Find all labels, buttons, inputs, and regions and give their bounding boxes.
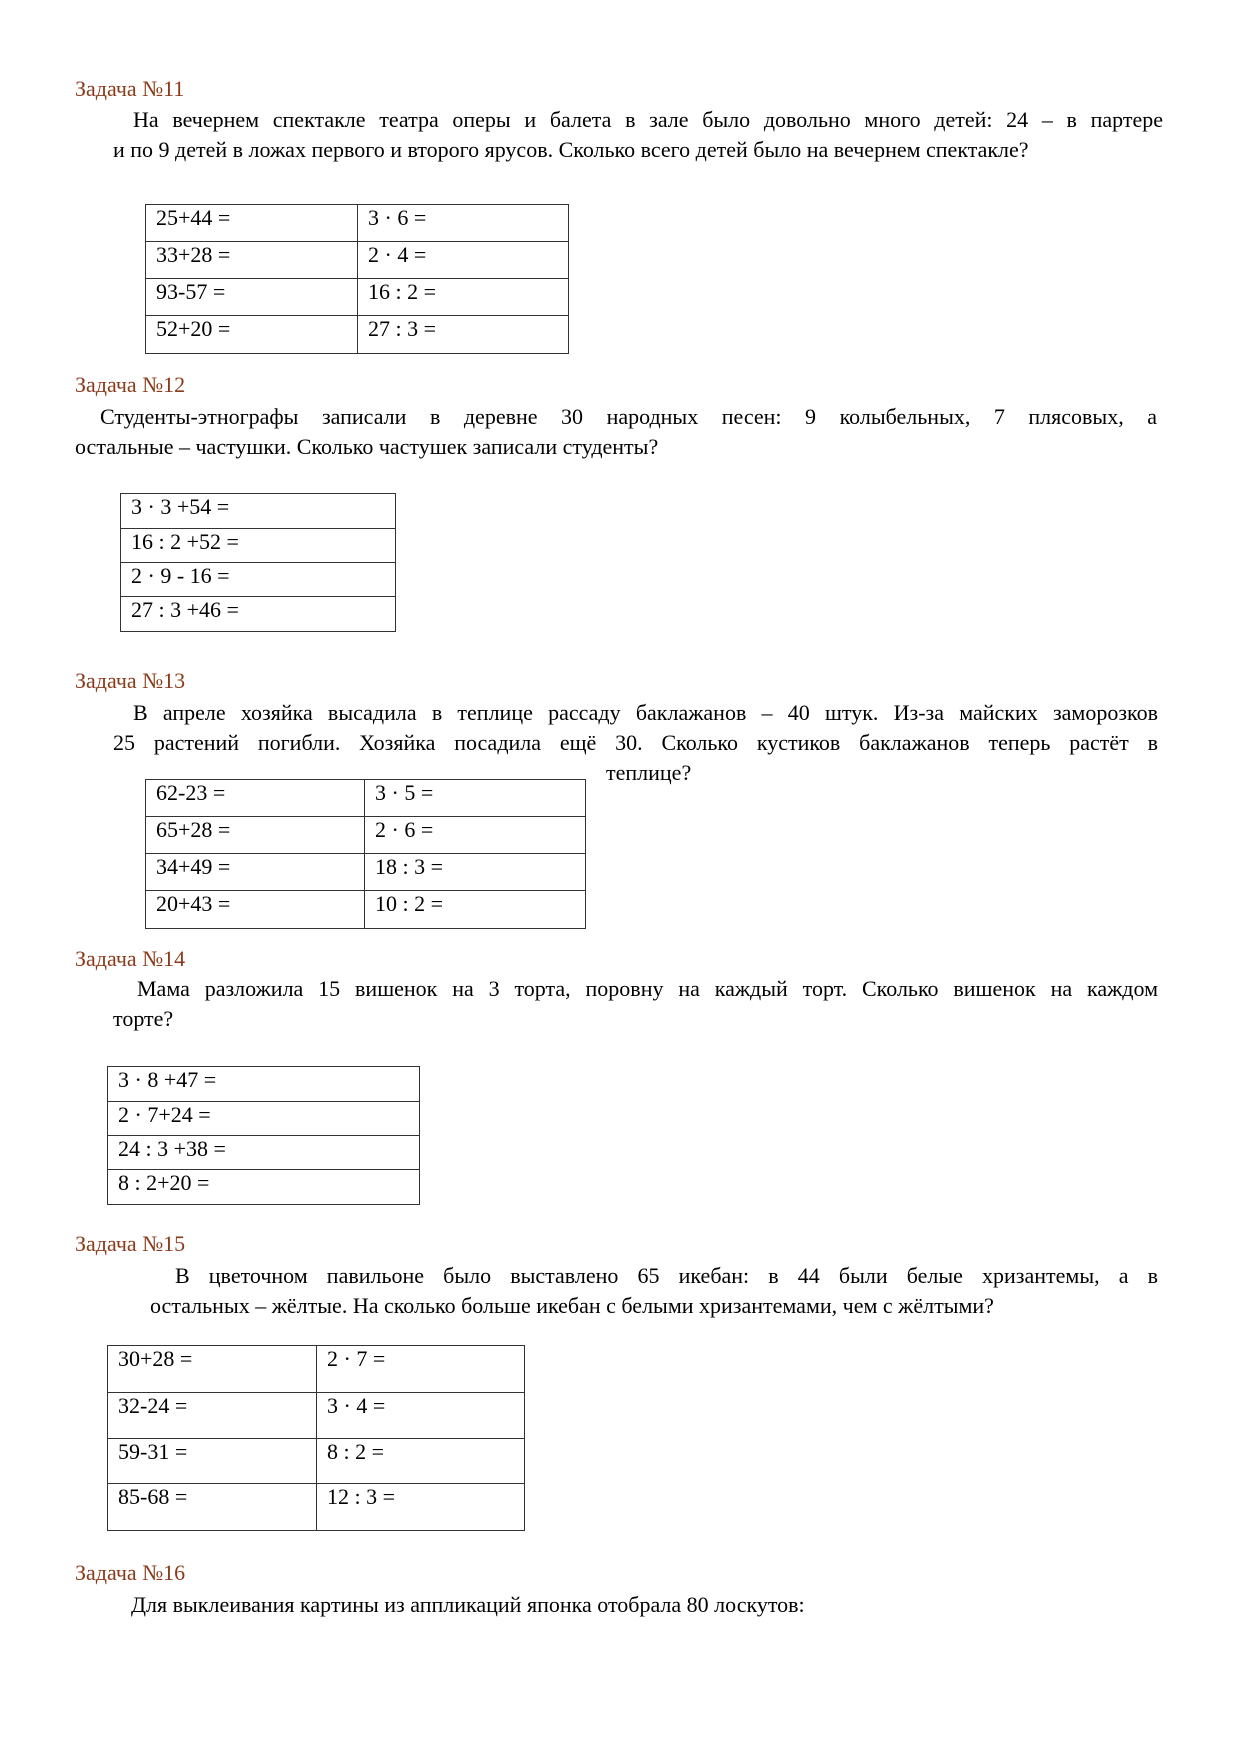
task-13-cell: 20+43 = [146, 891, 365, 929]
task-11-line-1: На вечернем спектакле театра оперы и балета в зале было довольно много детей: 24 – в партере [133, 107, 1163, 132]
task-14-line-1: Мама разложила 15 вишенок на 3 торта, поровну на каждый торт. Сколько вишенок на каждом [137, 976, 1158, 1001]
task-14-cell: 8 : 2+20 = [108, 1170, 420, 1205]
task-14-line-2: торте? [113, 1006, 174, 1031]
task-15-cell: 8 : 2 = [317, 1439, 525, 1484]
task-15-cell: 30+28 = [108, 1346, 317, 1393]
task-13-line-1: В апреле хозяйка высадила в теплице рассаду баклажанов – 40 штук. Из-за майских заморозков [133, 700, 1158, 725]
task-15-exercise-table [107, 1345, 525, 1531]
task-15-cell: 32-24 = [108, 1393, 317, 1439]
task-11-exercise-table [145, 204, 569, 354]
task-11-cell: 16 : 2 = [358, 279, 569, 316]
task-12-cell: 27 : 3 +46 = [121, 597, 396, 632]
task-12-line-1: Студенты-этнографы записали в деревне 30 народных песен: 9 колыбельных, 7 плясовых, а [100, 404, 1157, 429]
task-12-cell: 3 · 3 +54 = [121, 494, 396, 529]
task-11-cell: 52+20 = [146, 316, 358, 354]
task-16-text [131, 1590, 1131, 1620]
task-13-cell: 34+49 = [146, 854, 365, 891]
task-11-cell: 33+28 = [146, 242, 358, 279]
task-13-cell: 10 : 2 = [365, 891, 586, 929]
task-13-cell: 65+28 = [146, 817, 365, 854]
task-11-cell: 25+44 = [146, 205, 358, 242]
task-11-text [113, 105, 1163, 165]
task-13-cell: 18 : 3 = [365, 854, 586, 891]
task-11-cell: 93-57 = [146, 279, 358, 316]
task-12-exercise-table [120, 493, 396, 632]
task-11-cell: 3 · 6 = [358, 205, 569, 242]
task-12-cell: 2 · 9 - 16 = [121, 563, 396, 597]
task-15-cell: 2 · 7 = [317, 1346, 525, 1393]
task-13-cell: 3 · 5 = [365, 780, 586, 817]
task-12-heading: Задача №12 [75, 372, 186, 397]
task-16-line-1: Для выклеивания картины из аппликаций японка отобрала 80 лоскутов: [131, 1592, 805, 1617]
task-15-line-1: В цветочном павильоне было выставлено 65 икебан: в 44 были белые хризантемы, а в [175, 1263, 1158, 1288]
task-14-exercise-table [107, 1066, 420, 1205]
task-15-line-2: остальных – жёлтые. На сколько больше икебан с белыми хризантемами, чем с жёлтыми? [150, 1293, 994, 1318]
task-14-text [113, 974, 1158, 1034]
task-13-cell: 2 · 6 = [365, 817, 586, 854]
task-11-cell: 2 · 4 = [358, 242, 569, 279]
task-13-line-3: теплице? [606, 760, 692, 785]
task-14-cell: 24 : 3 +38 = [108, 1136, 420, 1170]
task-12-text [75, 402, 1157, 462]
task-11-cell: 27 : 3 = [358, 316, 569, 354]
task-13-text [113, 698, 1158, 758]
task-15-cell: 12 : 3 = [317, 1484, 525, 1531]
task-16-heading: Задача №16 [75, 1560, 186, 1585]
task-15-cell: 85-68 = [108, 1484, 317, 1531]
task-14-cell: 2 · 7+24 = [108, 1102, 420, 1136]
task-15-cell: 59-31 = [108, 1439, 317, 1484]
task-11-line-2: и по 9 детей в ложах первого и второго ярусов. Сколько всего детей было на вечернем спектакле? [113, 137, 1029, 162]
task-13-exercise-table [145, 779, 586, 929]
task-11-heading: Задача №11 [75, 76, 185, 101]
task-15-cell: 3 · 4 = [317, 1393, 525, 1439]
task-12-cell: 16 : 2 +52 = [121, 529, 396, 563]
task-12-line-2: остальные – частушки. Сколько частушек записали студенты? [75, 434, 659, 459]
task-13-cell: 62-23 = [146, 780, 365, 817]
task-15-text [150, 1261, 1158, 1321]
task-15-heading: Задача №15 [75, 1231, 186, 1256]
task-13-heading: Задача №13 [75, 668, 186, 693]
task-13-line-2: 25 растений погибли. Хозяйка посадила ещё 30. Сколько кустиков баклажанов теперь растёт в [113, 730, 1158, 755]
task-14-cell: 3 · 8 +47 = [108, 1067, 420, 1102]
task-14-heading: Задача №14 [75, 946, 186, 971]
